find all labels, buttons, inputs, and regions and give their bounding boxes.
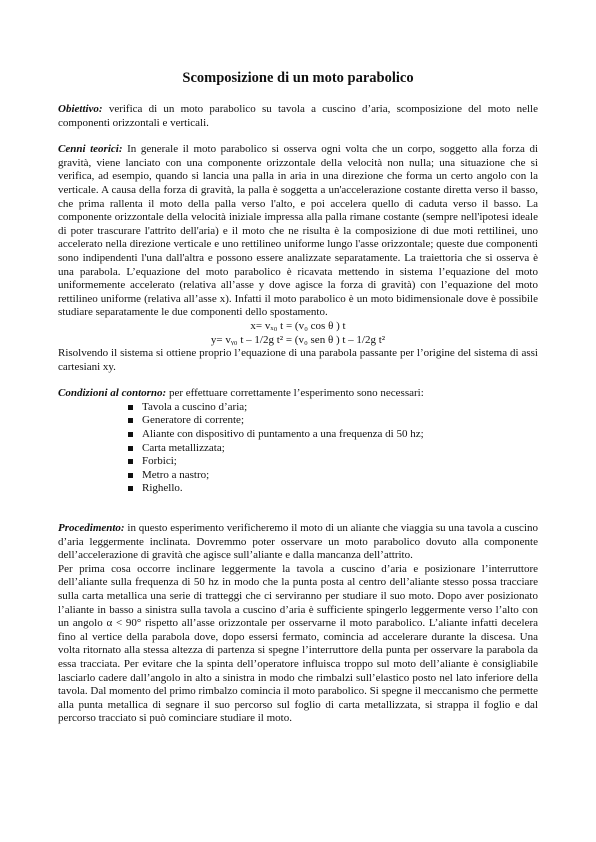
procedimento-paragraph-2: Per prima cosa occorre inclinare leggermente la tavola a cuscino d’aria e posizionare l’interruttore dell’aliante sulla frequenza di 50 hz in modo che la punta posta al centro dell’aliante stesso possa tracciare sulla carta metallica una serie di tratteggi che ci serviranno per studiare il suo moto. Dopo aver posizionato l’aliante in basso a sinistra sulla tavola a cuscino d’aria è sufficiente spingerlo leggermente verso l’alto con un angolo α < 90° rispetto all’asse orizzontale per osservarne il moto parabolico. L’aliante infatti decelera fino al vertice della parabola dove, dopo essersi fermato, comincia ad accelerare durante la discesa. Una volta ritornato alla stessa altezza di partenza si spegne l’interruttore della punta per osservare la parabola da essa tracciata. Per evitare che la spinta dell’operatore influisca troppo sul moto dell’aliante è consigliabile lasciarlo cadere dall’angolo in alto a sinistra in modo che rimbalzi sull’elastico posto nel lato inferiore della tavola. Dal momento del primo rimbalzo comincia il moto parabolico. Si spegne il meccanismo che permette alla punta metallica di segnare il suo percorso sul foglio di carta metallizzata, si strappa il foglio e dal percorso tracciato si può cominciare studiare il moto.: [58, 562, 538, 725]
obiettivo-paragraph: [58, 103, 538, 130]
list-item: Tavola a cuscino d’aria;: [128, 401, 538, 415]
procedimento-paragraph: [58, 522, 538, 563]
list-item: Metro a nastro;: [128, 469, 538, 483]
page-title: Scomposizione di un moto parabolico: [182, 70, 414, 86]
list-item: Righello.: [128, 482, 538, 496]
cenni-paragraph: [58, 143, 538, 320]
procedimento-label: Procedimento:: [58, 522, 125, 535]
list-item: Aliante con dispositivo di puntamento a una frequenza di 50 hz;: [128, 428, 538, 442]
cenni-label: Cenni teorici:: [58, 143, 123, 156]
spacer: [58, 374, 538, 387]
materials-list: [58, 401, 538, 496]
obiettivo-text: verifica di un moto parabolico su tavola a cuscino d’aria, scomposizione del moto nelle componenti orizzontali e verticali.: [58, 103, 538, 129]
condizioni-label: Condizioni al contorno:: [58, 387, 167, 400]
list-item: Forbici;: [128, 455, 538, 469]
equation-x: x= vₓ₀ t = (v₀ cos θ ) t: [250, 319, 346, 332]
cenni-text: In generale il moto parabolico si osserva ogni volta che un corpo, soggetto alla forza di gravità, viene lanciato con una componente orizzontale della velocità non nulla; una situazione che si verifica, ad esempio, quando si lancia una palla in aria in una direzione che forma un certo angolo con la verticale. A causa della forza di gravità, la palla è soggetta a un'accelerazione costante diretta verso il basso, che prima rallenta il moto della palla verso l'alto, e poi accelera quello di caduta verso il basso. La componente orizzontale della velocità iniziale impressa alla palla rimane costante (sempre nell'ipotesi ideale di poter trascurare l'attrito dell'aria) e il moto che ne risulta è la composizione di due moti rettilinei, uno accelerato nella direzione verticale e uno rettilineo uniforme lungo l'asse orizzontale; queste due componenti sono indipendenti l'una dall'altra e possono essere analizzate separatamente. La traiettoria che si osserva è una parabola. L’equazione del moto parabolico è ricavata mettendo in sistema l’equazione del moto uniformemente accelerato (relativa all’asse y dove agisce la forza di gravità) con l’equazione del moto rettilineo uniforme (relativa all’asse x). Infatti il moto parabolico è un moto bidimensionale dove è possibile studiare separatamente le due componenti dello spostamento.: [58, 143, 539, 319]
condizioni-paragraph: [58, 387, 538, 401]
cenni-conclusion: Risolvendo il sistema si ottiene proprio l’equazione di una parabola passante per l’origine del sistema di assi cartesiani xy.: [58, 347, 538, 373]
obiettivo-label: Obiettivo:: [58, 103, 103, 115]
list-item: Generatore di corrente;: [128, 414, 538, 428]
spacer: [58, 496, 538, 522]
spacer: [58, 130, 538, 143]
condizioni-text: per effettuare correttamente l’esperimento sono necessari:: [166, 387, 424, 400]
procedimento-text: in questo esperimento verificheremo il moto di un aliante che viaggia su una tavola a cuscino d’aria leggermente inclinata. Dovremmo poter osservare un moto parabolico dovuto alla componente dell’accelerazione di gravità che agisce sull’aliante e dalla mancanza dell’attrito.: [58, 522, 538, 562]
list-item: Carta metallizzata;: [128, 442, 538, 456]
equation-y: y= vᵧ₀ t – 1/2g t² = (v₀ sen θ ) t – 1/2g t²: [210, 333, 386, 346]
